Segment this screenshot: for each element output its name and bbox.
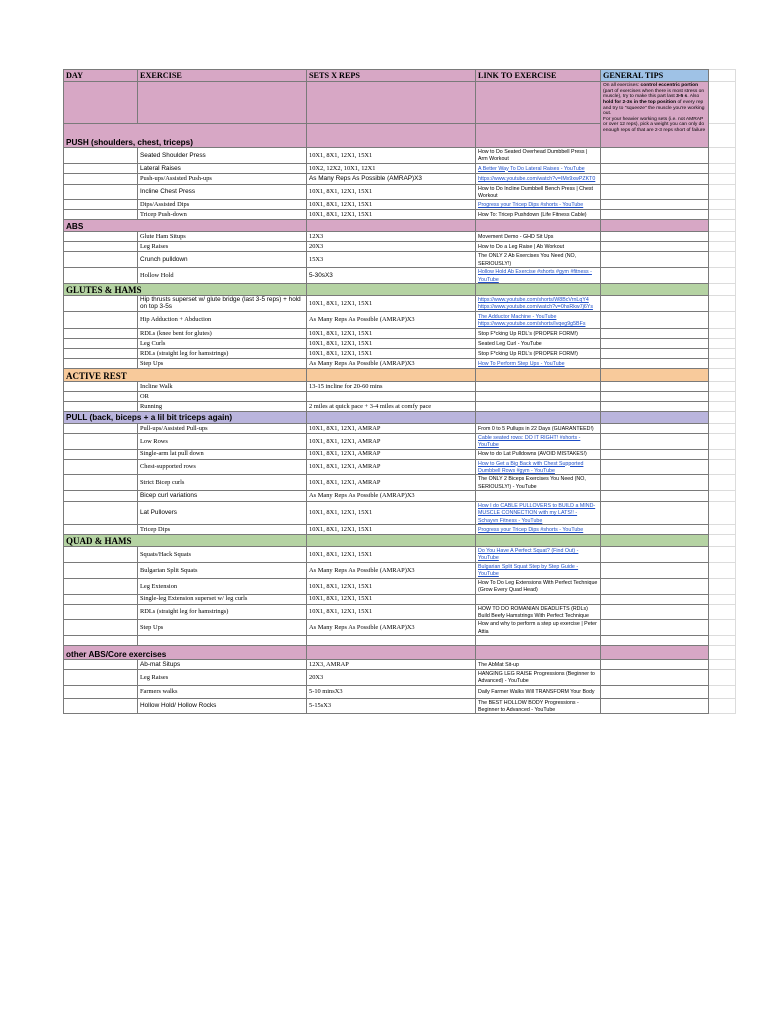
table-row (64, 562, 736, 578)
tips-text: . Also (687, 94, 700, 100)
table-row (64, 659, 736, 669)
table-row (64, 547, 736, 563)
table-row (64, 449, 736, 459)
exercise-video-title: The ONLY 2 Ab Exercises You Need (NO, SERIOUSLY!) (478, 253, 577, 267)
day-cell (64, 578, 138, 594)
spacer-row (64, 82, 736, 124)
exercise-cell: Incline Walk (138, 381, 307, 391)
link-cell (476, 547, 601, 563)
day-cell (64, 200, 138, 210)
sets-cell: 10X1, 8X1, 12X1, 15X1 (307, 525, 476, 535)
sets-cell: 2 miles at quick pace + 3-4 miles at comfy pace (307, 401, 476, 411)
exercise-video-title: How to do Lat Pulldowns (AVOID MISTAKES!) (478, 451, 587, 458)
exercise-cell: Pull-ups/Assisted Pull-ups (138, 423, 307, 433)
exercise-cell: Low Rows (138, 433, 307, 449)
sets-cell: 12X3 (307, 232, 476, 242)
exercise-cell: Leg Curls (138, 338, 307, 348)
day-cell (64, 148, 138, 164)
section-row (64, 645, 736, 659)
exercise-cell: Glute Ham Situps (138, 232, 307, 242)
tips-cell (601, 562, 709, 578)
day-cell (64, 594, 138, 604)
table-row (64, 295, 736, 311)
day-cell (64, 242, 138, 252)
sets-cell: 10X1, 8X1, 12X1, 15X1 (307, 578, 476, 594)
exercise-cell: Bulgarian Split Squats (138, 562, 307, 578)
link-cell (476, 594, 601, 604)
link-cell (476, 268, 601, 284)
tips-bold: hold for 2-3s in the top position (603, 99, 677, 105)
table-row (64, 200, 736, 210)
sets-cell: 10X1, 8X1, 12X1, 15X1 (307, 338, 476, 348)
link-cell (476, 338, 601, 348)
link-cell (476, 148, 601, 164)
link-cell (476, 242, 601, 252)
exercise-video-link[interactable]: Progress your Tricep Dips #shorts - YouTube (478, 526, 584, 533)
tips-cell (601, 669, 709, 685)
header-tips: GENERAL TIPS (601, 70, 709, 82)
tips-cell (601, 252, 709, 268)
exercise-video-title: Movement Demo - GHD Sit Ups (478, 234, 554, 241)
table-row (64, 210, 736, 220)
tips-cell (601, 200, 709, 210)
exercise-video-link[interactable]: Do You Have A Perfect Squat? (Find Out) - YouTube (478, 548, 579, 562)
section-label: GLUTES & HAMS (64, 283, 307, 295)
table-row (64, 328, 736, 338)
exercise-video-title: How and why to perform a step up exercise | Peter Attia (478, 621, 597, 635)
link-cell (476, 232, 601, 242)
link-cell (476, 358, 601, 368)
exercise-video-title: Seated Leg Curl - YouTube (478, 340, 542, 347)
link-cell (476, 620, 601, 636)
sets-cell: As Many Reps As Possible (AMRAP)X3 (307, 173, 476, 184)
tips-cell (601, 578, 709, 594)
tips-cell (601, 242, 709, 252)
table-row (64, 163, 736, 173)
exercise-video-title: How To: Tricep Pushdown (Life Fitness Cable) (478, 212, 587, 219)
sets-cell: 10X2, 12X2, 10X1, 12X1 (307, 163, 476, 173)
day-cell (64, 401, 138, 411)
sets-cell: 12X3, AMRAP (307, 659, 476, 669)
sets-cell: As Many Reps As Possible (AMRAP)X3 (307, 358, 476, 368)
link-cell (476, 252, 601, 268)
tips-cell (601, 502, 709, 525)
table-row (64, 148, 736, 164)
table-row (64, 401, 736, 411)
tips-cell (601, 525, 709, 535)
exercise-cell: Hollow Hold (138, 268, 307, 284)
day-cell (64, 475, 138, 491)
exercise-video-link[interactable]: https://www.youtube.com/shorts/W8BcVrnLqY4 https://www.youtube.com/watch?v=0hsRkw7j6Ys (478, 297, 593, 311)
section-label: QUAD & HAMS (64, 535, 307, 547)
day-cell (64, 604, 138, 620)
table-row (64, 525, 736, 535)
sets-cell: 15X3 (307, 252, 476, 268)
section-row (64, 411, 736, 423)
exercise-cell: Single-arm lat pull down (138, 449, 307, 459)
tips-cell (601, 491, 709, 502)
exercise-cell: Tricep Push-down (138, 210, 307, 220)
day-cell (64, 210, 138, 220)
sets-cell: 10X1, 8X1, 12X1, AMRAP (307, 449, 476, 459)
exercise-video-link[interactable]: The Adductor Machine - YouTube https://www.youtube.com/shorts/Ivqeg9g5BFs (478, 313, 586, 327)
exercise-cell: Crunch pulldown (138, 252, 307, 268)
workout-table (63, 69, 736, 714)
tips-cell (601, 604, 709, 620)
exercise-video-title: How to Do a Leg Raise | Ab Workout (478, 244, 565, 251)
tips-cell (601, 338, 709, 348)
link-cell (476, 401, 601, 411)
exercise-cell: RDLs (straight leg for hamstrings) (138, 348, 307, 358)
exercise-cell: Strict Bicep curls (138, 475, 307, 491)
exercise-video-title: How to Do Incline Dumbbell Bench Press | Chest Workout (478, 185, 594, 200)
exercise-video-title: The BEST HOLLOW BODY Progressions - Beginner to Advanced - YouTube (478, 699, 579, 714)
sets-cell: 10X1, 8X1, 12X1, 15X1 (307, 200, 476, 210)
tips-cell (601, 348, 709, 358)
tips-cell (601, 311, 709, 328)
link-cell (476, 685, 601, 698)
table-row (64, 491, 736, 502)
table-row (64, 391, 736, 401)
exercise-cell: Chest-supported rows (138, 459, 307, 475)
exercise-cell: Lat Pullovers (138, 502, 307, 525)
sets-cell (307, 635, 476, 645)
exercise-video-title: Stop F*cking Up RDL's (PROPER FORM!) (478, 330, 578, 337)
exercise-video-link[interactable]: A Better Way To Do Lateral Raises - YouTube (478, 165, 585, 172)
link-cell (476, 173, 601, 184)
section-label: PUSH (shoulders, chest, triceps) (64, 124, 307, 148)
exercise-cell: Seated Shoulder Press (138, 148, 307, 164)
exercise-video-title: The AbMat Sit-up (478, 661, 519, 668)
exercise-cell: Step Ups (138, 620, 307, 636)
sets-cell: 10X1, 8X1, 12X1, 15X1 (307, 547, 476, 563)
tips-cell (601, 659, 709, 669)
link-cell (476, 328, 601, 338)
link-cell (476, 698, 601, 714)
header-day: DAY (64, 70, 138, 82)
table-row (64, 423, 736, 433)
day-cell (64, 173, 138, 184)
table-row (64, 268, 736, 284)
link-cell (476, 381, 601, 391)
table-row (64, 348, 736, 358)
link-cell (476, 475, 601, 491)
link-cell (476, 525, 601, 535)
exercise-video-link[interactable]: How to Get a Big Back with Chest Supported Dumbbell Rows #gym - YouTube (478, 460, 584, 474)
table-row (64, 578, 736, 594)
exercise-cell: Single-leg Extension superset w/ leg curls (138, 594, 307, 604)
exercise-cell: Hollow Hold/ Hollow Rocks (138, 698, 307, 714)
tips-cell (601, 433, 709, 449)
day-cell (64, 502, 138, 525)
sets-cell: 13-15 incline for 20-60 mins (307, 381, 476, 391)
empty-cell (709, 70, 736, 82)
day-cell (64, 184, 138, 200)
tips-cell (601, 381, 709, 391)
link-cell (476, 604, 601, 620)
sets-cell: 10X1, 8X1, 12X1, 15X1 (307, 295, 476, 311)
sets-cell: 10X1, 8X1, 12X1, 15X1 (307, 348, 476, 358)
tips-bold: 3-5 s (676, 94, 688, 100)
exercise-video-link[interactable]: How I do CABLE PULLOVERS to BUILD a MIND-MUSCLE CONNECTION with my LATS!! - Schayvn Fitness - YouTube (478, 503, 596, 524)
tips-cell (601, 268, 709, 284)
day-cell (64, 459, 138, 475)
section-label: PULL (back, biceps + a lil bit triceps again) (64, 411, 307, 423)
header-link: LINK TO EXERCISE (476, 70, 601, 82)
table-row (64, 669, 736, 685)
day-cell (64, 635, 138, 645)
exercise-cell: Running (138, 401, 307, 411)
exercise-video-title: How To Do Leg Extensions With Perfect Technique (Grow Every Quad Head) (478, 579, 598, 594)
sets-cell: 5-30sX3 (307, 268, 476, 284)
day-cell (64, 163, 138, 173)
sets-cell: As Many Reps As Possible (AMRAP)X3 (307, 562, 476, 578)
link-cell (476, 184, 601, 200)
tips-cell (601, 698, 709, 714)
exercise-video-title: How to Do Seated Overhead Dumbbell Press | Arm Workout (478, 149, 588, 163)
link-cell (476, 635, 601, 645)
sets-cell: 5-10 minsX3 (307, 685, 476, 698)
sets-cell: As Many Reps As Possible (AMRAP)X3 (307, 620, 476, 636)
exercise-cell: Leg Raises (138, 669, 307, 685)
header-exercise: EXERCISE (138, 70, 307, 82)
tips-cell (601, 173, 709, 184)
section-label: ACTIVE REST (64, 368, 307, 381)
table-row (64, 184, 736, 200)
tips-cell (601, 459, 709, 475)
link-cell (476, 578, 601, 594)
exercise-cell: RDLs (straight leg for hamstrings) (138, 604, 307, 620)
table-row (64, 433, 736, 449)
table-row (64, 358, 736, 368)
exercise-cell: OR (138, 391, 307, 401)
section-label: other ABS/Core exercises (64, 645, 307, 659)
sets-cell: As Many Reps As Possible (AMRAP)X3 (307, 311, 476, 328)
table-row (64, 502, 736, 525)
tips-cell (601, 423, 709, 433)
exercise-video-link[interactable]: Cable seated rows: DO IT RIGHT! #shorts - YouTube (478, 434, 581, 449)
sets-cell: 10X1, 8X1, 12X1, AMRAP (307, 459, 476, 475)
exercise-cell: Squats/Hack Squats (138, 547, 307, 563)
link-cell (476, 311, 601, 328)
sets-cell: As Many Reps As Possible (AMRAP)X3 (307, 491, 476, 502)
link-cell (476, 669, 601, 685)
link-cell (476, 163, 601, 173)
table-row (64, 311, 736, 328)
sets-cell: 5-15sX3 (307, 698, 476, 714)
tips-cell (601, 620, 709, 636)
tips-cell (601, 635, 709, 645)
table-row (64, 604, 736, 620)
day-cell (64, 685, 138, 698)
exercise-video-title: The ONLY 2 Biceps Exercises You Need (NO, SERIOUSLY!) - YouTube (478, 476, 586, 490)
table-row (64, 475, 736, 491)
link-cell (476, 449, 601, 459)
sets-cell: 10X1, 8X1, 12X1, 15X1 (307, 184, 476, 200)
link-cell (476, 423, 601, 433)
tips-cell (601, 449, 709, 459)
tips-text: of every rep and try to "squeeze" the muscle you're working out. (603, 99, 705, 117)
link-cell (476, 433, 601, 449)
day-cell (64, 449, 138, 459)
tips-cell (601, 295, 709, 311)
tips-cell (601, 475, 709, 491)
table-row (64, 698, 736, 714)
exercise-cell: Push-ups/Assisted Push-ups (138, 173, 307, 184)
link-cell (476, 295, 601, 311)
sets-cell: 10X1, 8X1, 12X1, AMRAP (307, 433, 476, 449)
day-cell (64, 311, 138, 328)
day-cell (64, 525, 138, 535)
sets-cell: 10X1, 8X1, 12X1, AMRAP (307, 423, 476, 433)
header-sets: SETS X REPS (307, 70, 476, 82)
tips-text: For your heavier working sets (i.e. not AMRAP or over 12 reps), pick a weight you can only do enough reps of that are 2-3 reps short of failure (603, 116, 706, 134)
table-row (64, 635, 736, 645)
sets-cell: 20X3 (307, 669, 476, 685)
exercise-video-link[interactable]: Progress your Tricep Dips #shorts - YouTube (478, 202, 584, 209)
exercise-cell: Hip Adduction + Abduction (138, 311, 307, 328)
exercise-cell: Step Ups (138, 358, 307, 368)
sets-cell (307, 391, 476, 401)
link-cell (476, 502, 601, 525)
table-row (64, 338, 736, 348)
link-cell (476, 391, 601, 401)
table-row (64, 459, 736, 475)
sets-cell: 10X1, 8X1, 12X1, 15X1 (307, 604, 476, 620)
sets-cell: 20X3 (307, 242, 476, 252)
link-cell (476, 491, 601, 502)
tips-cell (601, 358, 709, 368)
link-cell (476, 659, 601, 669)
table-row (64, 594, 736, 604)
exercise-video-link[interactable]: Bulgarian Split Squat Step by Step Guide - YouTube (478, 563, 579, 578)
exercise-cell: Leg Extension (138, 578, 307, 594)
day-cell (64, 328, 138, 338)
exercise-cell: Hip thrusts superset w/ glute bridge (last 3-5 reps) + hold on top 3-5s (138, 295, 307, 311)
table-row (64, 173, 736, 184)
exercise-cell (138, 635, 307, 645)
exercise-video-title: From 0 to 5 Pullups in 22 Days (GUARANTEED!) (478, 425, 594, 432)
tips-cell (601, 685, 709, 698)
day-cell (64, 252, 138, 268)
exercise-cell: Lateral Raises (138, 163, 307, 173)
link-cell (476, 210, 601, 220)
tips-cell (601, 163, 709, 173)
exercise-cell: Tricep Dips (138, 525, 307, 535)
day-cell (64, 232, 138, 242)
day-cell (64, 433, 138, 449)
tips-bold: control eccentric portion (640, 83, 699, 88)
sets-cell: 10X1, 8X1, 12X1, 15X1 (307, 328, 476, 338)
day-cell (64, 547, 138, 563)
exercise-video-link[interactable]: How To Perform Step Ups - YouTube (478, 360, 565, 367)
day-cell (64, 358, 138, 368)
tips-cell (601, 391, 709, 401)
table-row (64, 252, 736, 268)
day-cell (64, 669, 138, 685)
exercise-video-title: HOW TO DO ROMANIAN DEADLIFTS (RDLs) Build Beefy Hamstrings With Perfect Technique (478, 605, 589, 619)
exercise-video-link[interactable]: https://www.youtube.com/watch?v=IMx9xwPZKT0 (478, 176, 596, 183)
day-cell (64, 391, 138, 401)
tips-cell (601, 401, 709, 411)
exercise-video-title: Stop F*cking Up RDL's (PROPER FORM!) (478, 350, 578, 357)
exercise-cell: RDLs (knee bent for glutes) (138, 328, 307, 338)
day-cell (64, 338, 138, 348)
tips-cell (601, 148, 709, 164)
table-row (64, 381, 736, 391)
link-cell (476, 200, 601, 210)
link-cell (476, 562, 601, 578)
day-cell (64, 491, 138, 502)
sets-cell: 10X1, 8X1, 12X1, AMRAP (307, 475, 476, 491)
tips-cell (601, 547, 709, 563)
day-cell (64, 620, 138, 636)
section-row (64, 535, 736, 547)
day-cell (64, 295, 138, 311)
exercise-video-title: HANGING LEG RAISE Progressions (Beginner to Advanced) - YouTube (478, 670, 595, 685)
sets-cell: 10X1, 8X1, 12X1, 15X1 (307, 148, 476, 164)
day-cell (64, 348, 138, 358)
header-row (64, 70, 736, 82)
day-cell (64, 381, 138, 391)
table-row (64, 685, 736, 698)
link-cell (476, 459, 601, 475)
sets-cell: 10X1, 8X1, 12X1, 15X1 (307, 502, 476, 525)
table-row (64, 232, 736, 242)
exercise-video-title: Daily Farmer Walks Will TRANSFORM Your Body (478, 689, 595, 696)
section-label: ABS (64, 220, 307, 232)
exercise-cell: Farmers walks (138, 685, 307, 698)
general-tips-text (601, 82, 709, 148)
sets-cell: 10X1, 8X1, 12X1, 15X1 (307, 210, 476, 220)
exercise-cell: Leg Raises (138, 242, 307, 252)
link-cell (476, 348, 601, 358)
tips-text: On all exercises: (603, 83, 641, 88)
day-cell (64, 562, 138, 578)
tips-cell (601, 328, 709, 338)
exercise-cell: Bicep curl variations (138, 491, 307, 502)
tips-cell (601, 184, 709, 200)
exercise-cell: Incline Chest Press (138, 184, 307, 200)
section-row (64, 283, 736, 295)
table-row (64, 242, 736, 252)
tips-text: (part of exercises when there is most stress on muscle), try to make this part last (603, 88, 705, 100)
exercise-cell: Dips/Assisted Dips (138, 200, 307, 210)
sets-cell: 10X1, 8X1, 12X1, 15X1 (307, 594, 476, 604)
section-row (64, 368, 736, 381)
day-cell (64, 659, 138, 669)
section-row (64, 220, 736, 232)
exercise-cell: Ab-mat Situps (138, 659, 307, 669)
day-cell (64, 698, 138, 714)
tips-cell (601, 594, 709, 604)
exercise-video-link[interactable]: Hollow Hold Ab Exercise #shorts #gym #fitness - YouTube (478, 269, 592, 283)
day-cell (64, 268, 138, 284)
tips-cell (601, 232, 709, 242)
day-cell (64, 423, 138, 433)
tips-cell (601, 210, 709, 220)
table-row (64, 620, 736, 636)
